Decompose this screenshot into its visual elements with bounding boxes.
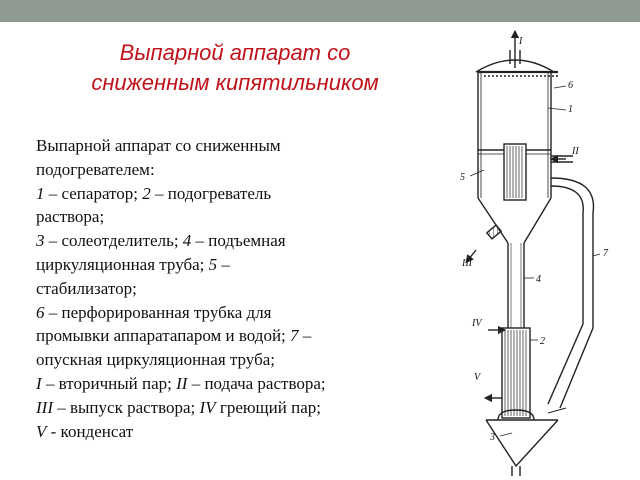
caption-text: – <box>217 254 230 274</box>
caption-text: промывки аппаратапаром и водой; <box>36 326 291 346</box>
label-3: 3 <box>490 432 495 443</box>
caption-line <box>36 348 456 372</box>
item-number: 4 <box>182 231 192 251</box>
caption-line <box>36 134 456 158</box>
item-number: 3 <box>36 231 45 251</box>
rising-circulation-pipe <box>508 243 524 328</box>
stabilizer <box>478 144 551 200</box>
caption-text: – солеотделитель; <box>44 231 183 251</box>
salt-separator <box>486 410 558 476</box>
label-III: III <box>462 258 472 269</box>
caption-text: – <box>298 326 312 346</box>
solution-outlet <box>468 225 501 260</box>
label-4: 4 <box>536 274 541 285</box>
caption-line <box>36 396 456 420</box>
item-number: 7 <box>290 326 299 346</box>
evaporator-diagram <box>448 28 628 478</box>
caption-line <box>36 205 456 229</box>
item-number: IV <box>199 397 216 417</box>
caption-text: – подача раствора; <box>187 373 326 393</box>
label-II: II <box>572 146 579 157</box>
item-number: 2 <box>142 183 151 203</box>
caption-line <box>36 253 456 277</box>
label-5: 5 <box>460 172 465 183</box>
caption-text: греющий пар; <box>215 397 321 417</box>
evaporator-drawing <box>448 28 628 478</box>
label-2: 2 <box>540 336 545 347</box>
caption-text: – выпуск раствора; <box>52 397 200 417</box>
caption-text: – подъемная <box>191 231 286 251</box>
title-line-2: сниженным кипятильником <box>91 70 379 95</box>
caption-line <box>36 324 456 348</box>
caption-text: – подогреватель <box>150 183 272 203</box>
slide-title <box>40 38 430 98</box>
caption-text: - конденсат <box>46 421 134 441</box>
feed-inlet <box>551 156 573 162</box>
label-7: 7 <box>603 248 608 259</box>
caption-line <box>36 182 456 206</box>
caption-line <box>36 372 456 396</box>
title-line-1: Выпарной аппарат со <box>119 40 351 65</box>
caption-text: – перфорированная трубка для <box>44 302 272 322</box>
label-V: V <box>474 372 481 383</box>
label-IV: IV <box>472 318 482 329</box>
caption-line <box>36 420 456 444</box>
label-I: I <box>519 36 523 47</box>
caption-text: – вторичный пар; <box>41 373 177 393</box>
caption-line <box>36 229 456 253</box>
heater <box>488 328 530 418</box>
caption-text: – сепаратор; <box>44 183 143 203</box>
item-number: 5 <box>208 254 218 274</box>
item-number: III <box>36 397 53 417</box>
item-number: II <box>176 373 188 393</box>
caption-line <box>36 277 456 301</box>
caption-line <box>36 301 456 325</box>
top-decor-bar <box>0 0 640 22</box>
downcomer-pipe <box>548 178 593 413</box>
caption-text: Выпарной аппарат со сниженным <box>36 136 281 155</box>
label-6: 6 <box>568 80 573 91</box>
item-number: V <box>36 421 47 441</box>
item-number: 1 <box>36 183 45 203</box>
item-number: I <box>36 373 42 393</box>
caption-text: циркуляционная труба; <box>36 254 209 274</box>
caption-text: опускная циркуляционная труба; <box>36 350 275 370</box>
figure-caption <box>36 134 456 443</box>
caption-text: стабилизатор; <box>36 278 137 298</box>
caption-line <box>36 158 456 182</box>
label-1: 1 <box>568 104 573 115</box>
item-number: 6 <box>36 302 45 322</box>
caption-text: раствора; <box>36 207 105 227</box>
caption-text: подогревателем: <box>36 159 155 179</box>
